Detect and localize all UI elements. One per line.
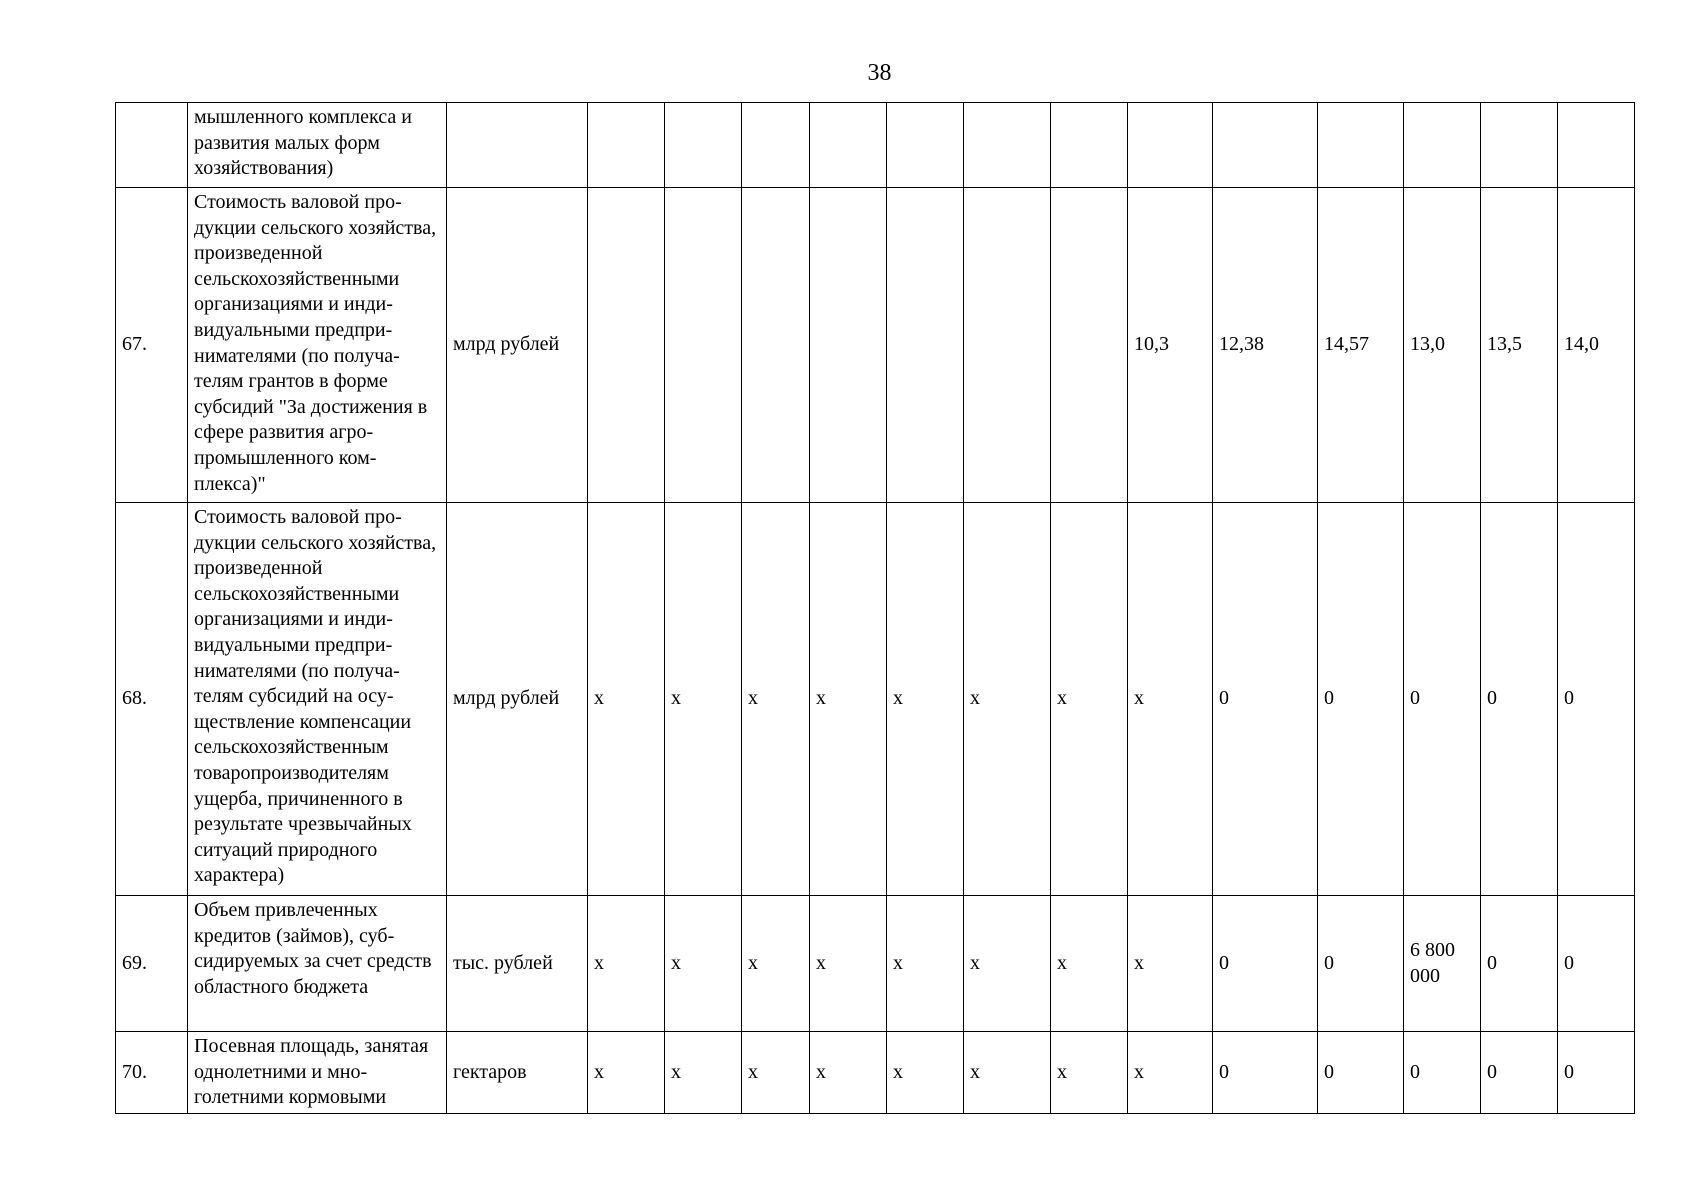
- value-cell: х: [1051, 896, 1128, 1032]
- value-cell: 13,0: [1404, 188, 1481, 503]
- value-cell: [1051, 188, 1128, 503]
- value-cell: 0: [1481, 1032, 1558, 1114]
- value-cell: [887, 103, 964, 188]
- value-cell: [742, 188, 810, 503]
- value-cell: 0: [1213, 503, 1318, 896]
- value-cell: 12,38: [1213, 188, 1318, 503]
- value-cell: [588, 188, 665, 503]
- value-cell: х: [810, 503, 887, 896]
- value-cell: х: [810, 1032, 887, 1114]
- indicator-name-cell: мышленного комплекса и развития малых форм хозяйствования): [188, 103, 447, 188]
- unit-cell: гектаров: [447, 1032, 588, 1114]
- value-cell: х: [665, 896, 742, 1032]
- value-cell: [1051, 103, 1128, 188]
- value-cell: 0: [1404, 503, 1481, 896]
- value-cell: [964, 188, 1051, 503]
- indicator-name-cell: Стоимость валовой продукции сельского хозяйства, произведенной сельскохозяйственными организациями и индивидуальными предпринимателями (по получателям субсидий на осуществление компенсации сельскохозяйственным товаропроизводителям ущерба, причиненного в результате чрезвычайных ситуаций природного характера): [188, 503, 447, 896]
- value-cell: 0: [1318, 896, 1404, 1032]
- value-cell: [665, 103, 742, 188]
- value-cell: [964, 103, 1051, 188]
- value-cell: х: [742, 1032, 810, 1114]
- value-cell: х: [588, 1032, 665, 1114]
- value-cell: х: [887, 503, 964, 896]
- value-cell: 0: [1213, 1032, 1318, 1114]
- value-cell: х: [1128, 503, 1213, 896]
- value-cell: 0: [1558, 1032, 1635, 1114]
- unit-cell: [447, 103, 588, 188]
- row-number-cell: 70.: [116, 1032, 188, 1114]
- row-number-cell: 68.: [116, 503, 188, 896]
- value-cell: х: [964, 896, 1051, 1032]
- row-number-cell: [116, 103, 188, 188]
- indicators-table: [115, 102, 1635, 1114]
- value-cell: х: [964, 1032, 1051, 1114]
- value-cell: 0: [1318, 503, 1404, 896]
- unit-cell: млрд рублей: [447, 503, 588, 896]
- table-row: [116, 1032, 1635, 1114]
- value-cell: [1481, 103, 1558, 188]
- value-cell: х: [810, 896, 887, 1032]
- table-row: [116, 896, 1635, 1032]
- unit-cell: тыс. рублей: [447, 896, 588, 1032]
- value-cell: [887, 188, 964, 503]
- unit-cell: млрд рублей: [447, 188, 588, 503]
- value-cell: 0: [1558, 503, 1635, 896]
- page-number: 38: [867, 60, 892, 86]
- value-cell: [1128, 103, 1213, 188]
- value-cell: х: [1051, 1032, 1128, 1114]
- value-cell: х: [665, 1032, 742, 1114]
- value-cell: х: [887, 896, 964, 1032]
- value-cell: [810, 103, 887, 188]
- value-cell: 14,0: [1558, 188, 1635, 503]
- value-cell: х: [1128, 1032, 1213, 1114]
- table-row: [116, 103, 1635, 188]
- table-row: [116, 188, 1635, 503]
- value-cell: 0: [1318, 1032, 1404, 1114]
- table-row: [116, 503, 1635, 896]
- indicator-name-cell: Объем привлеченных кредитов (займов), субсидируемых за счет средств областного бюджета: [188, 896, 447, 1032]
- value-cell: [1213, 103, 1318, 188]
- value-cell: 14,57: [1318, 188, 1404, 503]
- indicator-name-cell: Стоимость валовой продукции сельского хозяйства, произведенной сельскохозяйственными организациями и индивидуальными предпринимателями (по получателям грантов в форме субсидий "За достижения в сфере развития агропромышленного комплекса)": [188, 188, 447, 503]
- row-number-cell: 67.: [116, 188, 188, 503]
- value-cell: [1558, 103, 1635, 188]
- value-cell: 10,3: [1128, 188, 1213, 503]
- value-cell: [1404, 103, 1481, 188]
- value-cell: 0: [1558, 896, 1635, 1032]
- value-cell: х: [964, 503, 1051, 896]
- value-cell: х: [588, 503, 665, 896]
- value-cell: [742, 103, 810, 188]
- value-cell: х: [1128, 896, 1213, 1032]
- value-cell: [665, 188, 742, 503]
- value-cell: 0: [1481, 503, 1558, 896]
- value-cell: 13,5: [1481, 188, 1558, 503]
- value-cell: 6 800 000: [1404, 896, 1481, 1032]
- value-cell: 0: [1481, 896, 1558, 1032]
- value-cell: [810, 188, 887, 503]
- value-cell: х: [742, 896, 810, 1032]
- value-cell: х: [665, 503, 742, 896]
- value-cell: 0: [1213, 896, 1318, 1032]
- value-cell: [1318, 103, 1404, 188]
- value-cell: [588, 103, 665, 188]
- row-number-cell: 69.: [116, 896, 188, 1032]
- value-cell: х: [588, 896, 665, 1032]
- indicator-name-cell: Посевная площадь, занятая однолетними и многолетними кормовыми: [188, 1032, 447, 1114]
- value-cell: х: [742, 503, 810, 896]
- value-cell: х: [887, 1032, 964, 1114]
- value-cell: 0: [1404, 1032, 1481, 1114]
- value-cell: х: [1051, 503, 1128, 896]
